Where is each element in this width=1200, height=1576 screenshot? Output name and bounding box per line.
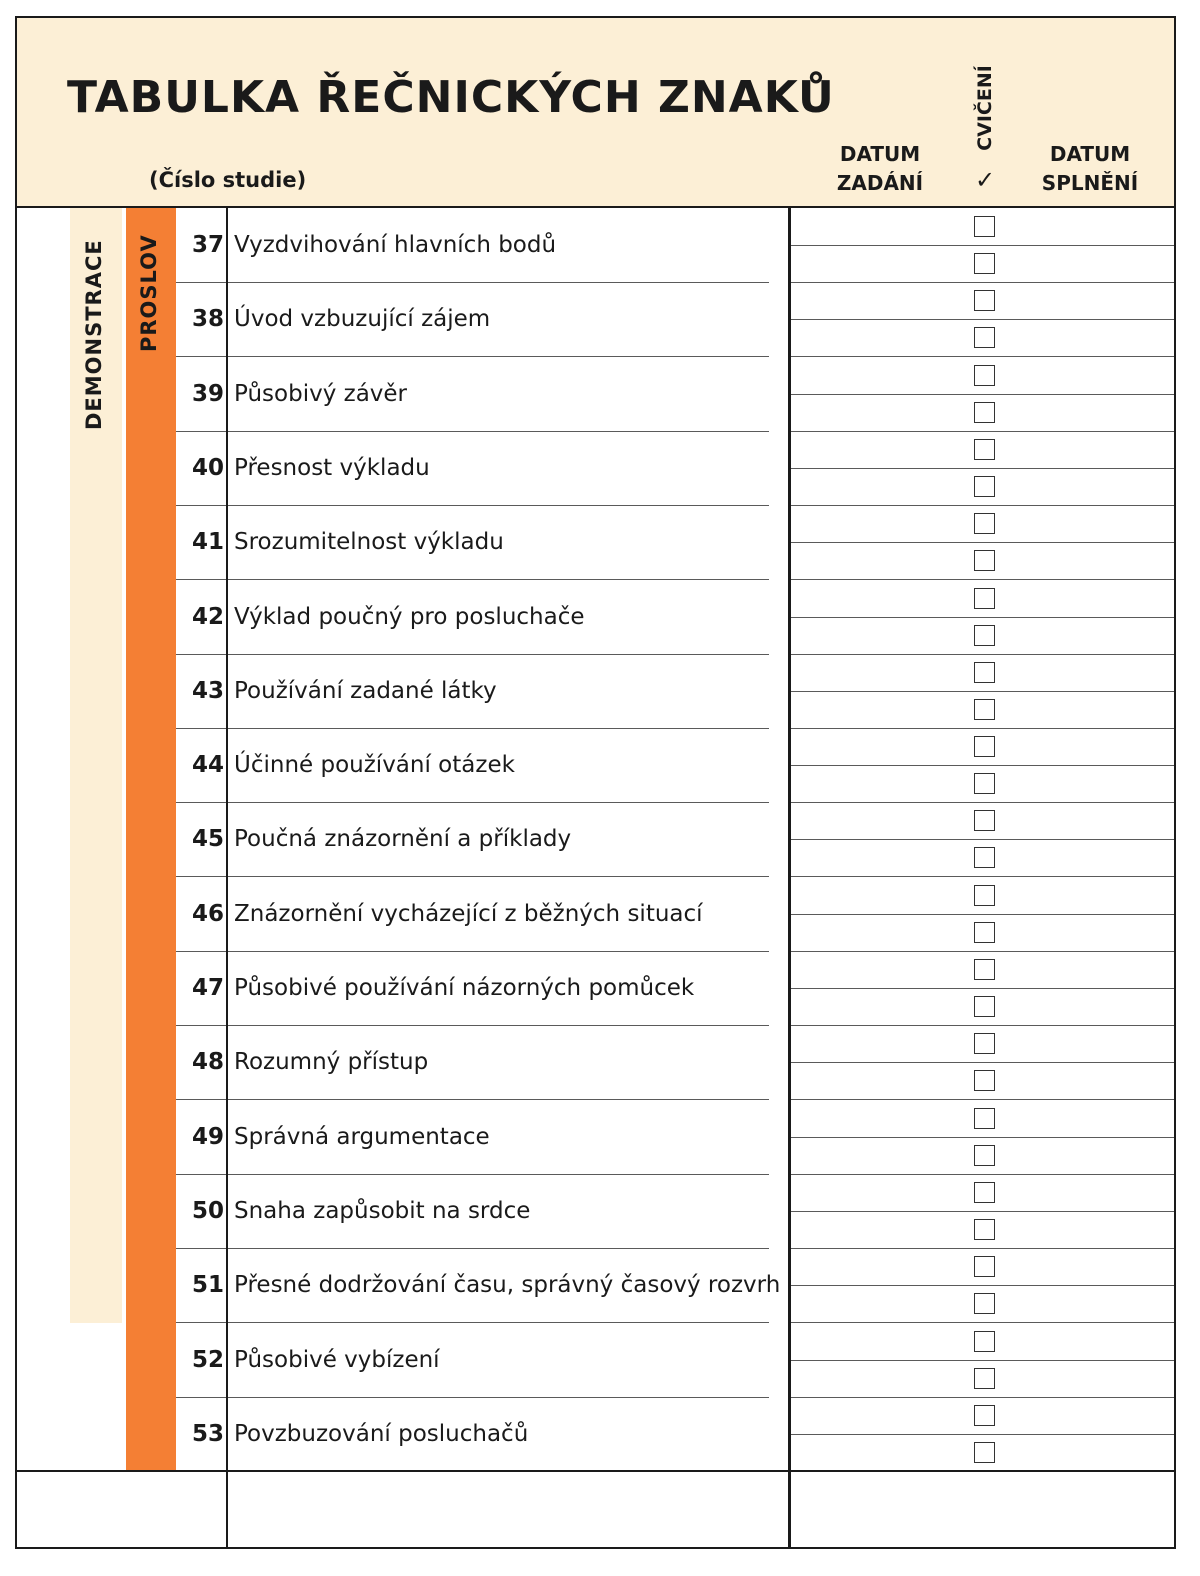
divider [226, 208, 228, 1549]
study-number: 43 [191, 677, 224, 704]
study-title: Rozumný přístup [234, 1049, 429, 1076]
exercise-checkbox[interactable] [974, 1070, 995, 1091]
study-number: 41 [191, 529, 224, 556]
study-title: Přesnost výkladu [234, 454, 430, 481]
study-number: 44 [191, 752, 224, 779]
divider [791, 245, 1174, 246]
exercise-checkbox[interactable] [974, 1145, 995, 1166]
study-number-label: (Číslo studie) [149, 168, 307, 192]
study-title: Povzbuzování posluchačů [234, 1420, 529, 1447]
exercise-checkbox[interactable] [974, 513, 995, 534]
divider [17, 1470, 1174, 1472]
exercise-checkbox[interactable] [974, 1219, 995, 1240]
exercise-checkbox[interactable] [974, 1405, 995, 1426]
exercise-checkbox[interactable] [974, 1331, 995, 1352]
exercise-checkbox[interactable] [974, 290, 995, 311]
study-number: 48 [191, 1049, 224, 1076]
exercise-checkbox[interactable] [974, 365, 995, 386]
divider [791, 839, 1174, 840]
exercise-checkbox[interactable] [974, 439, 995, 460]
study-number: 46 [191, 900, 224, 927]
exercise-checkbox[interactable] [974, 773, 995, 794]
divider [791, 542, 1174, 543]
table-row [17, 1025, 1174, 1099]
table-row [17, 282, 1174, 356]
table-row [17, 505, 1174, 579]
study-title: Vyzdvihování hlavních bodů [234, 232, 557, 258]
study-title: Úvod vzbuzující zájem [234, 306, 491, 333]
study-number: 37 [191, 232, 224, 258]
exercise-checkbox[interactable] [974, 216, 995, 237]
study-title: Poučná znázornění a příklady [234, 826, 572, 853]
study-title: Výklad poučný pro posluchače [234, 603, 585, 630]
study-number: 49 [191, 1123, 224, 1150]
exercise-checkbox[interactable] [974, 1033, 995, 1054]
exercise-checkbox[interactable] [974, 885, 995, 906]
study-title: Snaha zapůsobit na srdce [234, 1197, 531, 1224]
divider [791, 914, 1174, 915]
date-completed-header: DATUM SPLNĚNÍ [1041, 142, 1139, 195]
divider [791, 1360, 1174, 1361]
exercise-checkbox[interactable] [974, 476, 995, 497]
exercise-checkbox[interactable] [974, 959, 995, 980]
study-title: Správná argumentace [234, 1123, 490, 1150]
study-number: 42 [191, 603, 224, 630]
speech-label: PROSLOV [137, 234, 161, 352]
study-number: 40 [191, 454, 224, 481]
speech-qualities-chart [15, 16, 1176, 1549]
table-row [17, 431, 1174, 505]
table-row [17, 1100, 1174, 1174]
study-title: Srozumitelnost výkladu [234, 529, 504, 556]
study-title: Používání zadané látky [234, 677, 497, 704]
study-number: 52 [191, 1346, 224, 1373]
exercise-checkbox[interactable] [974, 1442, 995, 1463]
exercise-checkbox[interactable] [974, 699, 995, 720]
table-row [17, 357, 1174, 431]
exercise-checkbox[interactable] [974, 625, 995, 646]
chart-header [17, 18, 1174, 208]
table-row [17, 1323, 1174, 1397]
divider [788, 208, 791, 1549]
divider [791, 691, 1174, 692]
table-row [17, 1248, 1174, 1322]
divider [791, 617, 1174, 618]
study-number: 53 [191, 1420, 224, 1447]
study-number: 39 [191, 380, 224, 407]
table-row [17, 654, 1174, 728]
study-title: Účinné používání otázek [234, 752, 515, 779]
exercise-checkbox[interactable] [974, 996, 995, 1017]
table-row [17, 1397, 1174, 1471]
exercise-checkbox[interactable] [974, 253, 995, 274]
table-row [17, 728, 1174, 802]
table-row [17, 208, 1174, 282]
divider [791, 319, 1174, 320]
table-row [17, 1174, 1174, 1248]
study-number: 50 [191, 1197, 224, 1224]
exercise-checkbox[interactable] [974, 922, 995, 943]
demonstration-label: DEMONSTRACE [82, 239, 106, 430]
checkmark-icon: ✓ [975, 166, 996, 194]
study-title: Působivé používání názorných pomůcek [234, 975, 695, 1001]
divider [791, 1062, 1174, 1063]
exercise-checkbox[interactable] [974, 402, 995, 423]
divider [791, 765, 1174, 766]
date-assigned-header: DATUM ZADÁNÍ [836, 142, 924, 195]
table-row [17, 951, 1174, 1025]
divider [791, 468, 1174, 469]
divider [791, 1285, 1174, 1286]
study-title: Působivý závěr [234, 380, 408, 407]
table-row [17, 877, 1174, 951]
exercise-checkbox[interactable] [974, 1256, 995, 1277]
divider [791, 988, 1174, 989]
table-row [17, 802, 1174, 876]
exercise-checkbox[interactable] [974, 588, 995, 609]
study-title: Přesné dodržování času, správný časový rozvrh [234, 1272, 781, 1299]
exercise-checkbox[interactable] [974, 662, 995, 683]
exercise-checkbox[interactable] [974, 810, 995, 831]
study-number: 45 [191, 826, 224, 853]
exercise-checkbox[interactable] [974, 736, 995, 757]
exercise-checkbox[interactable] [974, 1368, 995, 1389]
exercise-checkbox[interactable] [974, 1108, 995, 1129]
table-row [17, 580, 1174, 654]
exercise-checkbox[interactable] [974, 1293, 995, 1314]
exercise-checkbox[interactable] [974, 550, 995, 571]
study-title: Znázornění vycházející z běžných situací [234, 900, 703, 927]
chart-title: TABULKA ŘEČNICKÝCH ZNAKŮ [67, 72, 835, 123]
study-number: 51 [191, 1272, 224, 1299]
divider [791, 1211, 1174, 1212]
exercise-checkbox[interactable] [974, 1182, 995, 1203]
study-title: Působivé vybízení [234, 1346, 440, 1373]
exercise-checkbox[interactable] [974, 847, 995, 868]
divider [791, 1137, 1174, 1138]
study-number: 38 [191, 306, 224, 333]
divider [791, 1434, 1174, 1435]
exercise-checkbox[interactable] [974, 327, 995, 348]
divider [791, 394, 1174, 395]
study-number: 47 [191, 975, 224, 1001]
exercise-header: CVIČENÍ [974, 65, 996, 151]
